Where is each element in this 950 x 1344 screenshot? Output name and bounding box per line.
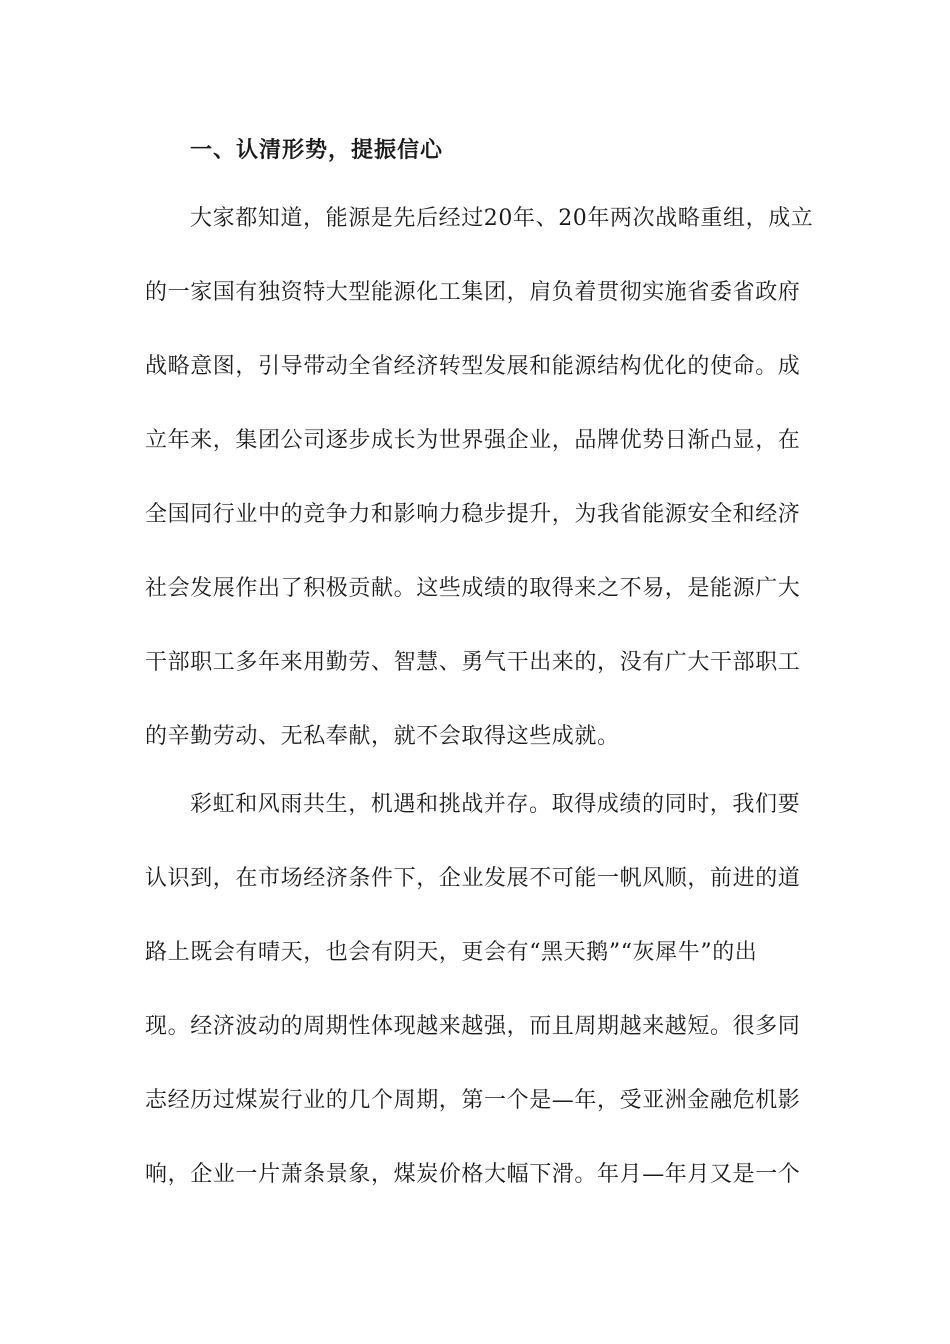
paragraph-line: 志经历过煤炭行业的几个周期，第一个是—年，受亚洲金融危机影 [145, 1088, 801, 1113]
paragraph-line: 全国同行业中的竞争力和影响力稳步提升，为我省能源安全和经济 [145, 502, 801, 527]
paragraph-line: 战略意图，引导带动全省经济转型发展和能源结构优化的使命。成 [145, 354, 801, 379]
paragraph-line: 的一家国有独资特大型能源化工集团，肩负着贯彻实施省委省政府 [145, 280, 801, 305]
paragraph-line: 彩虹和风雨共生，机遇和挑战并存。取得成绩的同时，我们要 [190, 792, 801, 817]
paragraph-line: 社会发展作出了积极贡献。这些成绩的取得来之不易，是能源广大 [145, 576, 801, 601]
paragraph-line: 响，企业一片萧条景象，煤炭价格大幅下滑。年月—年月又是一个 [145, 1162, 801, 1187]
paragraph-line: 的辛勤劳动、无私奉献，就不会取得这些成就。 [145, 724, 620, 749]
paragraph-line: 立年来，集团公司逐步成长为世界强企业，品牌优势日渐凸显，在 [145, 428, 801, 453]
paragraph-line: 认识到，在市场经济条件下，企业发展不可能一帆风顺，前进的道 [145, 866, 801, 891]
paragraph-line: 路上既会有晴天，也会有阴天，更会有“黑天鹅”“灰犀牛”的出 [145, 940, 758, 965]
paragraph-line: 大家都知道，能源是先后经过20年、20年两次战略重组，成立 [190, 206, 814, 231]
section-heading: 一、认清形势，提振信心 [190, 137, 444, 163]
paragraph-line: 现。经济波动的周期性体现越来越强，而且周期越来越短。很多同 [145, 1014, 801, 1039]
paragraph-line: 干部职工多年来用勤劳、智慧、勇气干出来的，没有广大干部职工 [145, 650, 801, 675]
